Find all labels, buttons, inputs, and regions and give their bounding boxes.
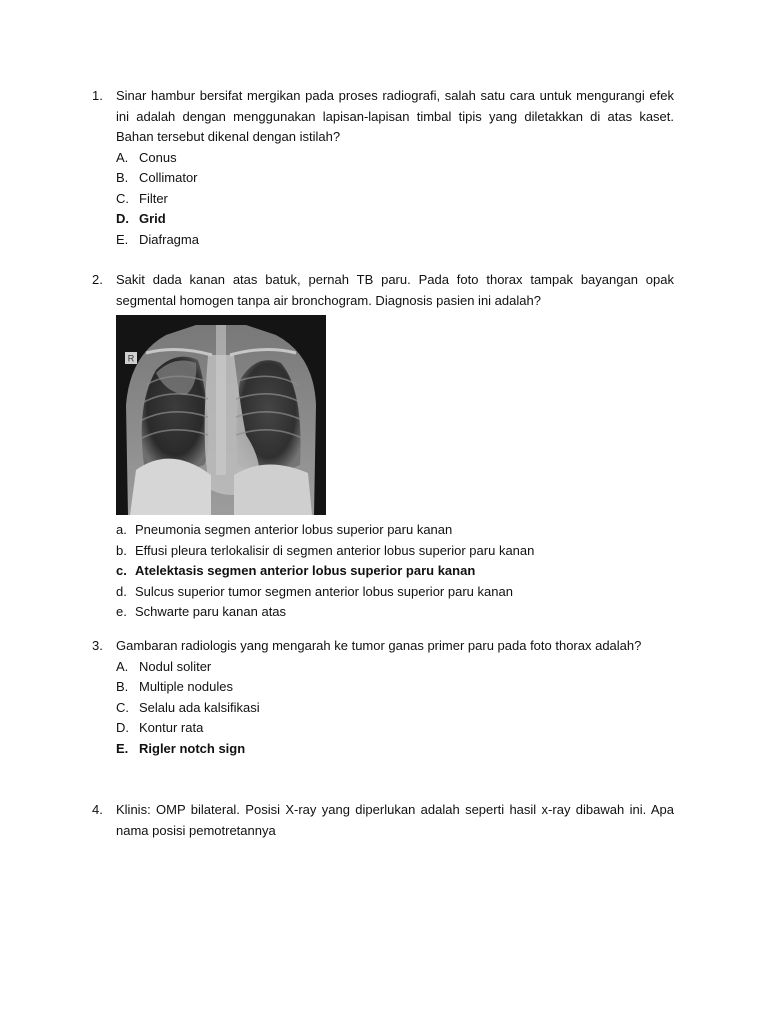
option-b — [116, 677, 674, 698]
option-text: Nodul soliter — [139, 658, 212, 674]
option-text: Grid — [139, 211, 166, 226]
option-letter: C. — [116, 699, 129, 715]
option-b — [116, 541, 674, 562]
question-text: Sakit dada kanan atas batuk, pernah TB paru. Pada foto thorax tampak bayangan opak segmental homogen tanpa air bronchogram. Diagnosis pasien ini adalah? — [116, 272, 674, 308]
option-text: Kontur rata — [139, 720, 204, 735]
option-letter: b. — [116, 542, 127, 558]
option-text: Effusi pleura terlokalisir di segmen anterior lobus superior paru kanan — [135, 542, 535, 558]
option-letter: c. — [116, 563, 127, 578]
option-letter: C. — [116, 190, 129, 206]
option-letter: E. — [116, 740, 129, 756]
option-text: Pneumonia segmen anterior lobus superior paru kanan — [135, 522, 453, 537]
option-text: Rigler notch sign — [139, 740, 246, 756]
side-marker-label: R — [127, 353, 135, 364]
question-text: Sinar hambur bersifat mergikan pada proses radiografi, salah satu cara untuk mengurangi efek ini adalah dengan menggunakan lapisan-lapisan timbal tipis yang diletakkan di atas kaset. Bahan tersebut dikenal dengan istilah? — [116, 88, 674, 144]
question-text: Gambaran radiologis yang mengarah ke tumor ganas primer paru pada foto thorax adalah? — [116, 638, 642, 653]
option-e-answer — [116, 739, 674, 760]
question-text: Klinis: OMP bilateral. Posisi X-ray yang diperlukan adalah seperti hasil x-ray dibawah ini. Apa nama posisi pemotretannya — [116, 802, 674, 838]
option-e — [116, 602, 674, 623]
option-letter: a. — [116, 522, 127, 537]
option-letter: A. — [116, 658, 129, 674]
option-text: Filter — [139, 190, 168, 206]
option-text: Collimator — [139, 170, 198, 185]
question-number: 1. — [92, 88, 103, 103]
option-letter: d. — [116, 583, 127, 599]
option-text: Multiple nodules — [139, 679, 233, 694]
option-list — [92, 657, 674, 760]
option-e — [116, 230, 674, 251]
option-text: Sulcus superior tumor segmen anterior lobus superior paru kanan — [135, 583, 513, 599]
option-text: Atelektasis segmen anterior lobus superior paru kanan — [135, 563, 476, 578]
option-text: Selalu ada kalsifikasi — [139, 699, 260, 715]
option-c — [116, 698, 674, 719]
question-number: 3. — [92, 638, 103, 653]
question-number: 2. — [92, 272, 103, 287]
option-a — [116, 148, 674, 169]
option-d — [116, 718, 674, 739]
option-c — [116, 189, 674, 210]
option-letter: D. — [116, 211, 129, 226]
option-letter: E. — [116, 231, 129, 247]
question-number: 4. — [92, 802, 103, 817]
option-b — [116, 168, 674, 189]
option-d — [116, 582, 674, 603]
option-d-answer — [116, 209, 674, 230]
option-text: Schwarte paru kanan atas — [135, 604, 287, 619]
option-a — [116, 520, 674, 541]
option-text: Diafragma — [139, 231, 199, 247]
option-letter: D. — [116, 720, 129, 735]
option-a — [116, 657, 674, 678]
chest-xray-image — [116, 315, 326, 515]
option-letter: B. — [116, 170, 129, 185]
option-letter: B. — [116, 679, 129, 694]
question-3 — [92, 636, 674, 759]
option-text: Conus — [139, 149, 177, 165]
question-4 — [92, 800, 674, 841]
option-letter: e. — [116, 604, 127, 619]
option-list — [92, 148, 674, 251]
option-list — [92, 520, 674, 623]
question-2 — [92, 270, 674, 623]
question-1 — [92, 86, 674, 250]
option-letter: A. — [116, 149, 129, 165]
option-c-answer — [116, 561, 674, 582]
